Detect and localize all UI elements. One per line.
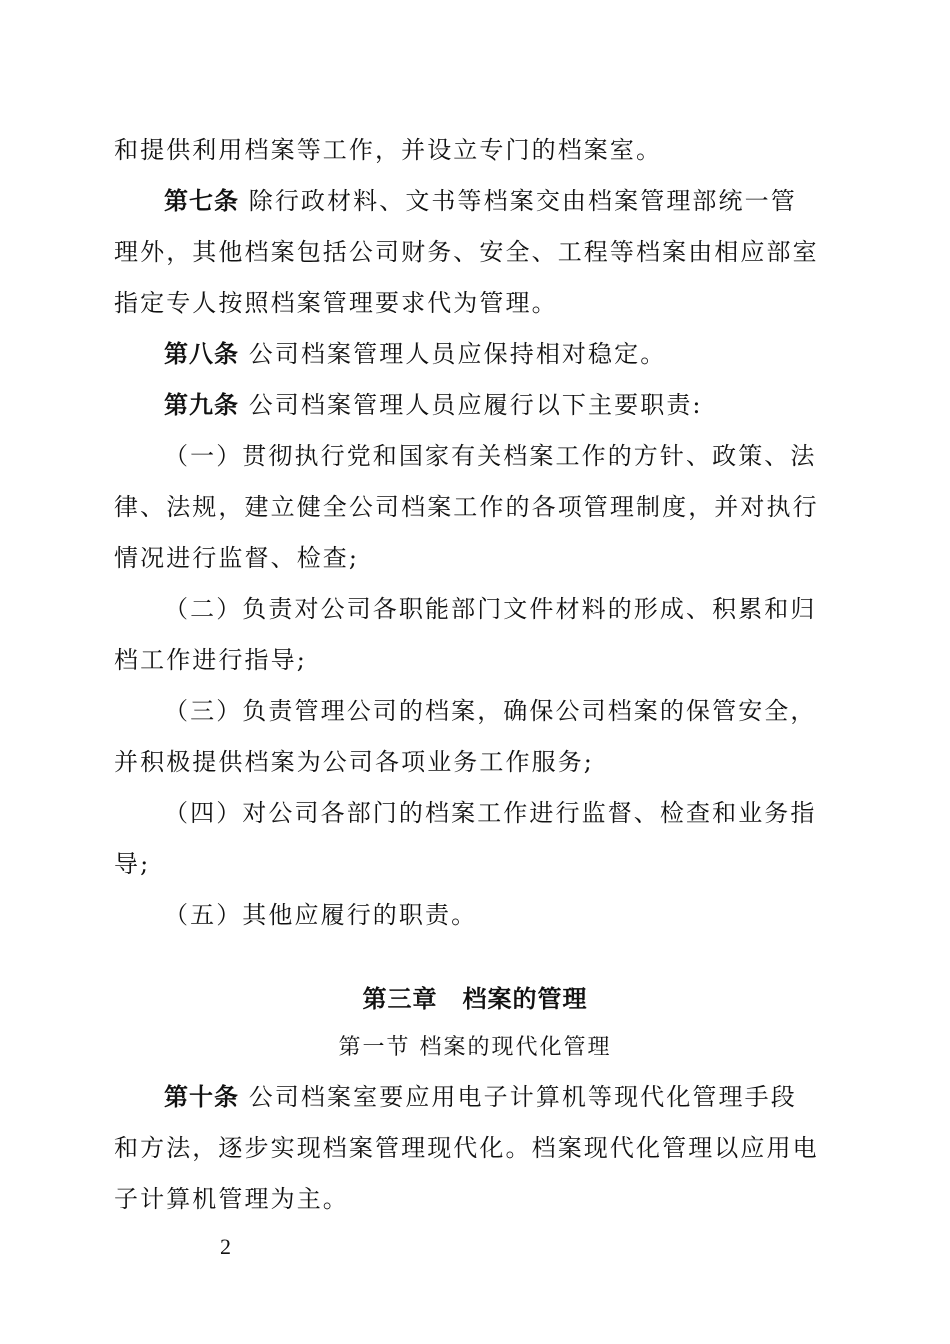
article-8-line [164,337,814,371]
text: （二）负责对公司各职能部门文件材料的形成、积累和归 [164,595,817,623]
text: 并积极提供档案为公司各项业务工作服务; [114,748,594,776]
article-7-line-3 [114,286,814,320]
text: 导; [114,850,151,878]
chapter-heading: 第三章 档案的管理 [362,985,588,1013]
text: 理外，其他档案包括公司财务、安全、工程等档案由相应部室 [114,238,819,266]
item-3-line-2 [114,745,814,779]
text: （五）其他应履行的职责。 [164,901,478,929]
article-9-text: 公司档案管理人员应履行以下主要职责: [239,391,703,419]
item-5-line-1 [164,898,814,932]
item-1-line-2 [114,490,819,524]
page-number: 2 [220,1234,231,1259]
item-2-line-2 [114,643,814,677]
text: 情况进行监督、检查; [114,544,360,572]
article-10-line-3 [114,1182,814,1216]
article-9-label: 第九条 [164,391,239,419]
paragraph-line [114,133,814,167]
text: 和方法，逐步实现档案管理现代化。档案现代化管理以应用电 [114,1134,819,1162]
text: （三）负责管理公司的档案，确保公司档案的保管安全， [164,697,817,725]
text: 指定专人按照档案管理要求代为管理。 [114,289,558,317]
item-1-line-1 [164,439,817,473]
item-1-line-3 [114,541,814,575]
article-10-line-1 [164,1080,814,1114]
article-10-text: 公司档案室要应用电子计算机等现代化管理手段 [239,1083,797,1111]
item-2-line-1 [164,592,817,626]
article-7-line-2 [114,235,819,269]
article-9-line [164,388,814,422]
section-heading: 第一节 档案的现代化管理 [338,1035,612,1060]
text: （四）对公司各部门的档案工作进行监督、检查和业务指 [164,799,817,827]
text: （一）贯彻执行党和国家有关档案工作的方针、政策、法 [164,442,817,470]
item-4-line-2 [114,847,814,881]
text: 律、法规，建立健全公司档案工作的各项管理制度，并对执行 [114,493,819,521]
article-8-text: 公司档案管理人员应保持相对稳定。 [239,340,667,368]
article-10-label: 第十条 [164,1083,239,1111]
article-7-label: 第七条 [164,187,239,215]
article-7-line-1 [164,184,814,218]
text: 档工作进行指导; [114,646,307,674]
article-10-line-2 [114,1131,819,1165]
text: 子计算机管理为主。 [114,1185,349,1213]
article-7-text: 除行政材料、文书等档案交由档案管理部统一管 [239,187,797,215]
item-3-line-1 [164,694,817,728]
article-8-label: 第八条 [164,340,239,368]
text: 和提供利用档案等工作，并设立专门的档案室。 [114,136,663,164]
item-4-line-1 [164,796,817,830]
